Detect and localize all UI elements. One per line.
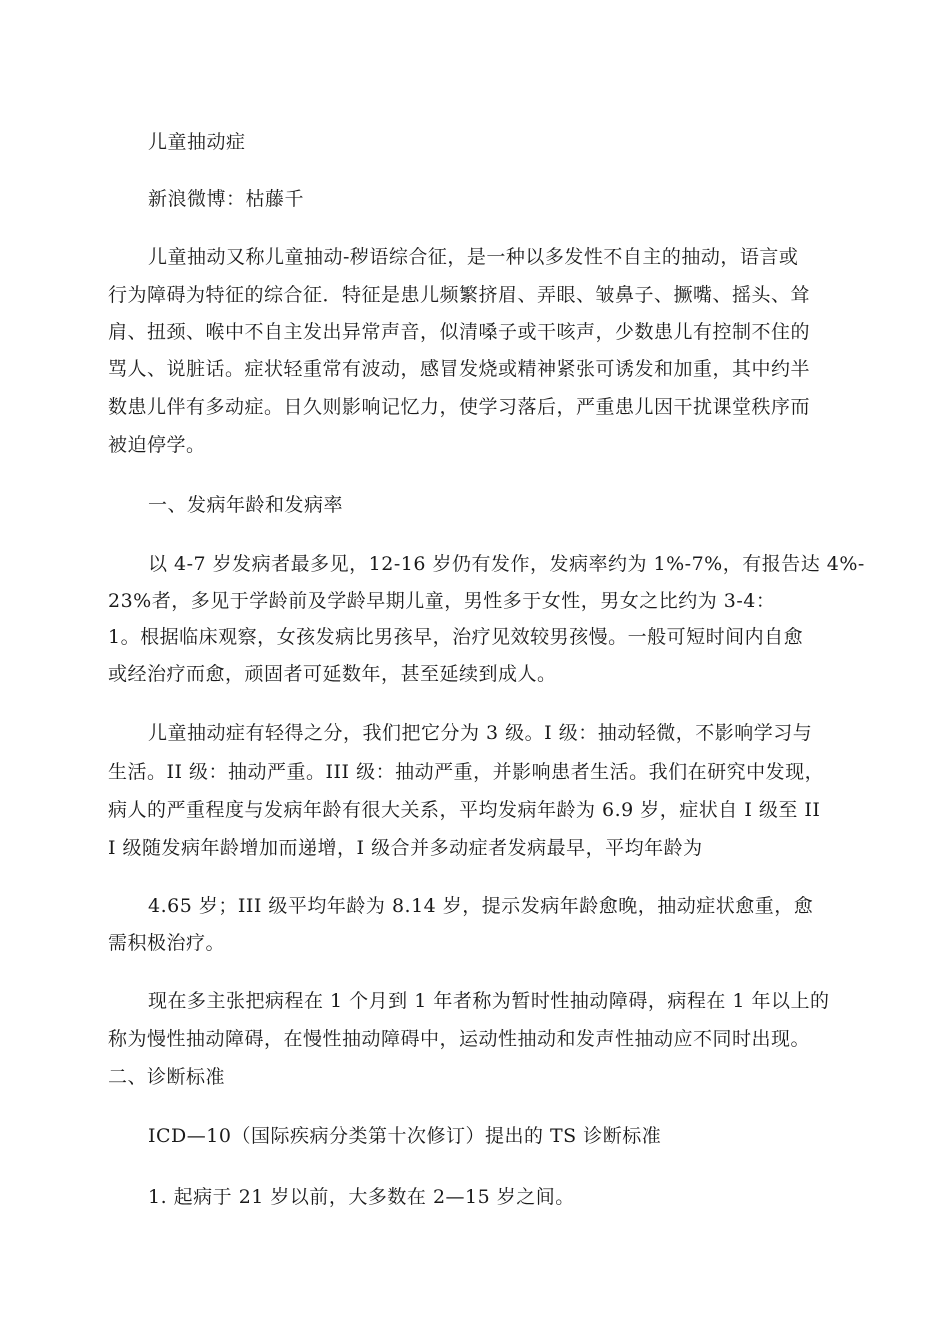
paragraph-line: I 级随发病年龄增加而递增，I 级合并多动症者发病最早，平均年龄为 [108, 837, 703, 859]
paragraph-line: 现在多主张把病程在 1 个月到 1 年者称为暂时性抽动障碍，病程在 1 年以上的 [148, 990, 830, 1012]
intro-line: 行为障碍为特征的综合征．特征是患儿频繁挤眉、弄眼、皱鼻子、撅嘴、摇头、耸 [108, 284, 811, 306]
author-line: 新浪微博：枯藤千 [148, 188, 305, 210]
section-heading: 二、诊断标准 [108, 1066, 226, 1088]
paragraph-line: 病人的严重程度与发病年龄有很大关系，平均发病年龄为 6.9 岁，症状自 I 级至 II [108, 799, 821, 821]
intro-line: 被迫停学。 [108, 434, 206, 456]
paragraph-line: 1。根据临床观察，女孩发病比男孩早，治疗见效较男孩慢。一般可短时间内自愈 [108, 626, 804, 648]
criteria-item: 1. 起病于 21 岁以前，大多数在 2—15 岁之间。 [148, 1186, 575, 1208]
paragraph-line: 23%者，多见于学龄前及学龄早期儿童，男性多于女性，男女之比约为 3-4： [108, 590, 776, 612]
paragraph-line: 生活。II 级：抽动严重。III 级：抽动严重，并影响患者生活。我们在研究中发现， [108, 761, 825, 783]
paragraph-line: 称为慢性抽动障碍，在慢性抽动障碍中，运动性抽动和发声性抽动应不同时出现。 [108, 1028, 811, 1050]
intro-line: 数患儿伴有多动症。日久则影响记忆力，使学习落后，严重患儿因干扰课堂秩序而 [108, 396, 811, 418]
paragraph-line: 或经治疗而愈，顽固者可延数年，甚至延续到成人。 [108, 663, 557, 685]
document-title: 儿童抽动症 [148, 131, 246, 153]
paragraph-line: 儿童抽动症有轻得之分，我们把它分为 3 级。I 级：抽动轻微，不影响学习与 [148, 722, 813, 744]
paragraph-line: 需积极治疗。 [108, 932, 226, 954]
paragraph-line: 以 4-7 岁发病者最多见，12-16 岁仍有发作，发病率约为 1%-7%，有报告达 4%- [148, 553, 865, 575]
section-heading: 一、发病年龄和发病率 [148, 494, 344, 516]
paragraph-line: 4.65 岁；III 级平均年龄为 8.14 岁，提示发病年龄愈晚，抽动症状愈重，愈 [148, 895, 814, 917]
intro-line: 儿童抽动又称儿童抽动-秽语综合征，是一种以多发性不自主的抽动，语言或 [148, 246, 799, 268]
criteria-heading: ICD—10（国际疾病分类第十次修订）提出的 TS 诊断标准 [148, 1125, 662, 1147]
intro-line: 骂人、说脏话。症状轻重常有波动，感冒发烧或精神紧张可诱发和加重，其中约半 [108, 358, 811, 380]
intro-line: 肩、扭颈、喉中不自主发出异常声音，似清嗓子或干咳声，少数患儿有控制不住的 [108, 321, 811, 343]
